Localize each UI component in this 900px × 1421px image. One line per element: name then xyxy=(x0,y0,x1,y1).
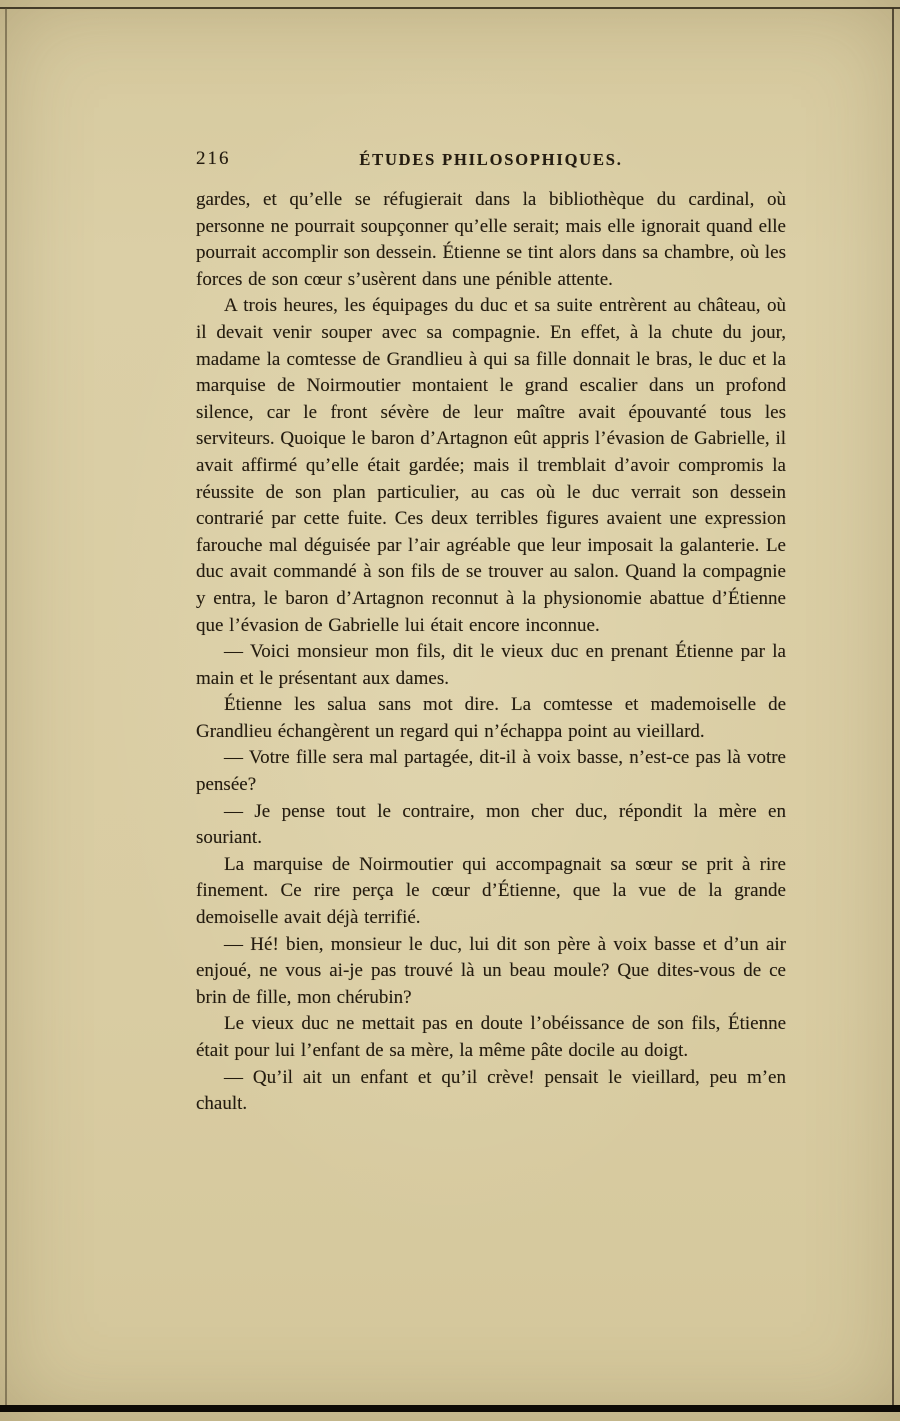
paragraph-dialogue: — Voici monsieur mon fils, dit le vieux duc en prenant Étienne par la main et le présentant aux dames. xyxy=(196,641,786,689)
paragraph: A trois heures, les équipages du duc et sa suite entrèrent au château, où il devait venir souper avec sa compagnie. En effet, à la chute du jour, madame la comtesse de Grandlieu à qui sa fille donnait le bras, le duc et la marquise de Noirmoutier montaient le grand escalier dans un profond silence, car le front sévère de leur maître avait épouvanté tous les serviteurs. Quoique le baron d’Artagnon eût appris l’évasion de Gabrielle, il avait affirmé qu’elle était gardée; mais il tremblait d’avoir compromis la réussite de son plan particulier, au cas où le duc verrait son dessein contrarié par cette fuite. Ces deux terribles figures avaient une expression farouche mal déguisée par l’air agréable que leur imposait la galanterie. Le duc avait commandé à son fils de se trouver au salon. Quand la compagnie y entra, le baron d’Artagnon reconnut à la physionomie abattue d’Étienne que l’évasion de Gabrielle lui était encore inconnue. xyxy=(196,295,786,636)
page-edge-top xyxy=(0,7,900,9)
paragraph-dialogue: — Votre fille sera mal partagée, dit-il à voix basse, n’est-ce pas là votre pensée? xyxy=(196,747,786,796)
paragraph: Étienne les salua sans mot dire. La comtesse et mademoiselle de Grandlieu échangèrent un regard qui n’échappa point au vieillard. xyxy=(196,694,786,742)
page-body xyxy=(196,187,786,1118)
paragraph: La marquise de Noirmoutier qui accompagnait sa sœur se prit à rire finement. Ce rire perça le cœur d’Étienne, que la vue de la grande demoiselle avait déjà terrifié. xyxy=(196,853,786,929)
page-number: 216 xyxy=(196,148,231,169)
text-block xyxy=(196,148,786,1118)
page-edge-bottom xyxy=(0,1405,900,1412)
paragraph-dialogue: — Hé! bien, monsieur le duc, lui dit son père à voix basse et d’un air enjoué, ne vous ai-je pas trouvé là un beau moule? Que dites-vous de ce brin de fille, mon chérubin? xyxy=(196,933,786,1008)
paragraph: gardes, et qu’elle se réfugierait dans la bibliothèque du cardinal, où personne ne pourrait soupçonner qu’elle serait; mais elle ignorait quand elle pourrait accomplir son dessein. Étienne se tint alors dans sa chambre, où les forces de son cœur s’usèrent dans une pénible attente. xyxy=(196,189,786,290)
paragraph-dialogue: — Je pense tout le contraire, mon cher duc, répondit la mère en souriant. xyxy=(196,800,786,849)
paragraph: Le vieux duc ne mettait pas en doute l’obéissance de son fils, Étienne était pour lui l’enfant de sa mère, la même pâte docile au doigt. xyxy=(196,1013,786,1061)
page-header xyxy=(196,148,786,172)
paragraph-dialogue: — Qu’il ait un enfant et qu’il crève! pensait le vieillard, peu m’en chault. xyxy=(196,1066,786,1115)
running-title: ÉTUDES PHILOSOPHIQUES. xyxy=(359,150,623,169)
page-edge-left xyxy=(5,8,7,1405)
page-edge-right xyxy=(892,8,894,1405)
